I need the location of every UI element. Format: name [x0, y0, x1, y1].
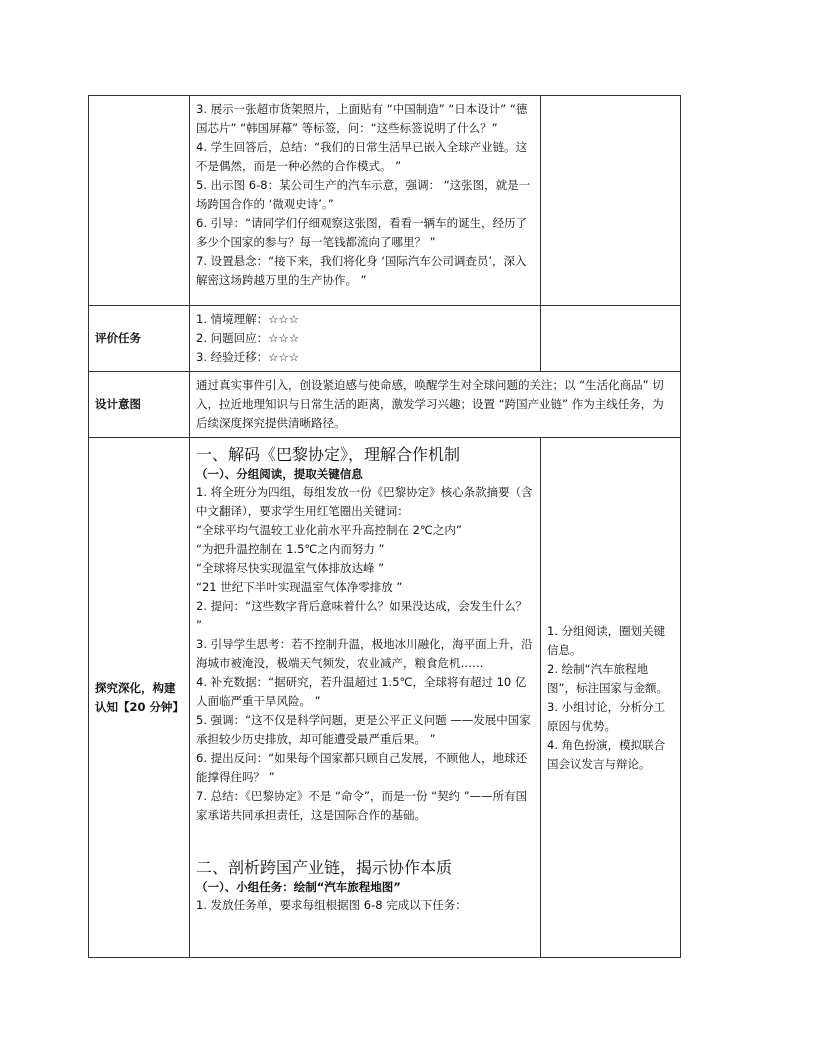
side-item: 2. 绘制“汽车旅程地图”，标注国家与金额。: [547, 661, 668, 695]
evaluation-content-cell: [190, 306, 541, 372]
side-item: 3. 小组讨论，分析分工原因与优势。: [547, 699, 666, 733]
intro-item: 3. 展示一张超市货架照片，上面贴有 “中国制造” “日本设计” “德国芯片” “韩国屏幕” 等标签，问：“这些标签说明了什么？”: [196, 102, 528, 135]
section2-subtitle: （一）、小组任务：绘制“汽车旅程地图”: [196, 880, 401, 894]
explore-row: [89, 438, 681, 958]
intro-label-cell: [89, 96, 190, 306]
evaluation-row: [89, 306, 681, 372]
intro-item: 6. 引导：“请同学们仔细观察这张图，看看一辆车的诞生，经历了多少个国家的参与？每一笔钱都流向了哪里？ ”: [196, 216, 528, 249]
design-text: 通过真实事件引入，创设紧迫感与使命感，唤醒学生对全球问题的关注；以 “生活化商品” 切入，拉近地理知识与日常生活的距离，激发学习兴趣；设置 “跨国产业链” 作为主线任务，为后续深度探究提供清晰路径。: [190, 372, 681, 438]
side-item: 1. 分组阅读，圈划关键信息。: [547, 623, 666, 657]
explore-content-cell: [190, 438, 541, 958]
intro-side-cell: [541, 96, 681, 306]
section1-item: 6. 提出反问：“如果每个国家都只顾自己发展，不顾他人，地球还能撑得住吗？ ”: [196, 751, 528, 784]
lesson-plan-table: [88, 95, 681, 958]
intro-item: 7. 设置悬念：“接下来，我们将化身 ‘国际汽车公司调查员’，深入解密这场跨越万里的生产协作。 ”: [196, 254, 527, 287]
section1-item: 3. 引导学生思考：若不控制升温，极地冰川融化，海平面上升，沿海城市被淹没，极端天气频发，农业减产，粮食危机……: [196, 637, 533, 670]
section1-subtitle: （一）、分组阅读，提取关键信息: [196, 467, 363, 481]
design-row: [89, 372, 681, 438]
evaluation-item: 2. 问题回应：☆☆☆: [196, 331, 300, 345]
evaluation-item: 3. 经验迁移：☆☆☆: [196, 350, 300, 364]
intro-item: 5. 出示图 6-8：某公司生产的汽车示意，强调： “这张图，就是一场跨国合作的 ‘微观史诗’。”: [196, 178, 531, 211]
explore-side-cell: [541, 438, 681, 958]
section1-item: 1. 将全班分为四组，每组发放一份《巴黎协定》核心条款摘要（含中文翻译），要求学生用红笔圈出关键词：: [196, 485, 533, 518]
intro-row: [89, 96, 681, 306]
side-item: 4. 角色扮演，模拟联合国会议发言与辩论。: [547, 737, 666, 771]
section1-item: 2. 提问：“这些数字背后意味着什么？如果没达成，会发生什么？ ”: [196, 599, 528, 632]
section1-item: “全球平均气温较工业化前水平升高控制在 2℃之内”: [196, 523, 462, 537]
evaluation-label: 评价任务: [89, 306, 190, 372]
evaluation-side-cell: [541, 306, 681, 372]
section1-item: 4. 补充数据：“据研究，若升温超过 1.5℃，全球将有超过 10 亿人面临严重干旱风险。 ”: [196, 675, 527, 708]
section1-item: “21 世纪下半叶实现温室气体净零排放 ”: [196, 580, 403, 594]
section-spacer: [196, 825, 534, 855]
section2-title: 二、剖析跨国产业链，揭示协作本质: [196, 858, 453, 877]
section1-item: “全球将尽快实现温室气体排放达峰 ”: [196, 561, 385, 575]
section1-item: “为把升温控制在 1.5℃之内而努力 ”: [196, 542, 385, 556]
section1-item: 7. 总结：《巴黎协定》不是 “命令”，而是一份 “契约 ”——所有国家承诺共同承担责任，这是国际合作的基础。: [196, 789, 528, 822]
section2-item: 1. 发放任务单，要求每组根据图 6-8 完成以下任务：: [196, 898, 467, 912]
section1-item: 5. 强调：“这不仅是科学问题，更是公平正义问题 ——发展中国家承担较少历史排放，却可能遭受最严重后果。 ”: [196, 713, 531, 746]
design-label: 设计意图: [89, 372, 190, 438]
intro-content-cell: [190, 96, 541, 306]
intro-item: 4. 学生回答后，总结：“我们的日常生活早已嵌入全球产业链。这不是偶然，而是一种必然的合作模式。 ”: [196, 140, 528, 173]
explore-label: 探究深化，构建认知【20 分钟】: [89, 438, 190, 958]
evaluation-item: 1. 情境理解：☆☆☆: [196, 312, 300, 326]
section1-title: 一、解码《巴黎协定》，理解合作机制: [196, 445, 461, 464]
